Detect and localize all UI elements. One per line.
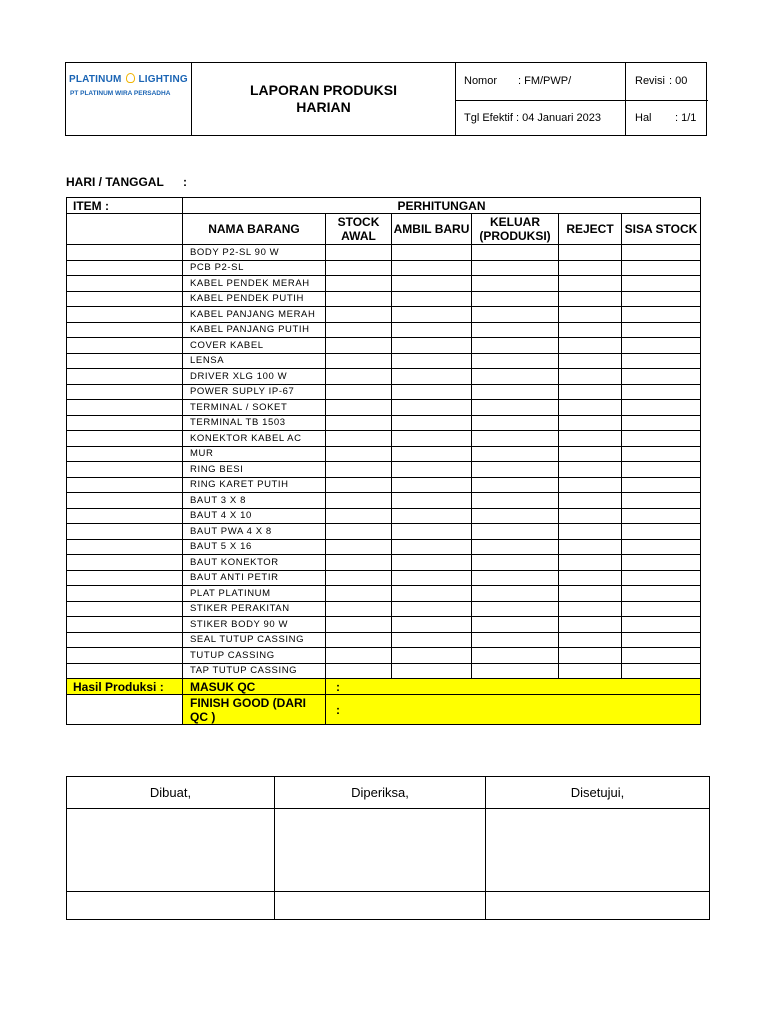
nomor-label: Nomor	[464, 75, 498, 87]
table-row	[67, 524, 701, 540]
sisa-stock-cell[interactable]	[622, 632, 701, 648]
sisa-stock-cell[interactable]	[622, 307, 701, 323]
keluar-cell[interactable]	[472, 400, 559, 416]
dibuat-label: Dibuat,	[67, 777, 275, 809]
signature-table	[66, 776, 710, 920]
keluar-cell[interactable]	[472, 307, 559, 323]
reject-cell[interactable]	[559, 663, 622, 679]
ambil-baru-cell[interactable]	[392, 307, 472, 323]
reject-cell[interactable]	[559, 555, 622, 571]
item-cell[interactable]	[67, 400, 183, 416]
sisa-stock-cell[interactable]	[622, 570, 701, 586]
item-cell[interactable]	[67, 291, 183, 307]
nama-barang-cell: POWER SUPLY IP-67	[183, 384, 326, 400]
table-row	[67, 493, 701, 509]
keluar-cell[interactable]	[472, 539, 559, 555]
item-cell[interactable]	[67, 245, 183, 261]
col-sisa-stock: SISA STOCK	[622, 214, 701, 245]
ambil-baru-cell[interactable]	[392, 415, 472, 431]
table-row	[67, 384, 701, 400]
item-cell[interactable]	[67, 338, 183, 354]
table-row	[67, 338, 701, 354]
dibuat-signature[interactable]	[67, 809, 275, 892]
nama-barang-cell: PLAT PLATINUM	[183, 586, 326, 602]
table-row	[67, 601, 701, 617]
reject-cell[interactable]	[559, 539, 622, 555]
keluar-cell[interactable]	[472, 555, 559, 571]
item-cell[interactable]	[67, 462, 183, 478]
table-row	[67, 570, 701, 586]
nama-barang-cell: LENSA	[183, 353, 326, 369]
stock-awal-cell[interactable]	[326, 539, 392, 555]
reject-cell[interactable]	[559, 632, 622, 648]
keluar-cell[interactable]	[472, 431, 559, 447]
ambil-baru-cell[interactable]	[392, 431, 472, 447]
table-row	[67, 648, 701, 664]
nama-barang-cell: RING BESI	[183, 462, 326, 478]
reject-cell[interactable]	[559, 446, 622, 462]
reject-cell[interactable]	[559, 276, 622, 292]
col-nama-barang: NAMA BARANG	[183, 214, 326, 245]
reject-cell[interactable]	[559, 369, 622, 385]
nama-barang-cell: KABEL PANJANG MERAH	[183, 307, 326, 323]
nama-barang-cell: COVER KABEL	[183, 338, 326, 354]
item-cell[interactable]	[67, 307, 183, 323]
reject-cell[interactable]	[559, 415, 622, 431]
masuk-qc-field[interactable]: :	[326, 679, 701, 695]
keluar-cell[interactable]	[472, 415, 559, 431]
reject-cell[interactable]	[559, 493, 622, 509]
stock-awal-cell[interactable]	[326, 353, 392, 369]
sisa-stock-cell[interactable]	[622, 291, 701, 307]
reject-cell[interactable]	[559, 291, 622, 307]
hasil-produksi-label: Hasil Produksi :	[67, 679, 183, 695]
title-line-2: HARIAN	[296, 99, 351, 115]
sisa-stock-cell[interactable]	[622, 586, 701, 602]
keluar-cell[interactable]	[472, 632, 559, 648]
nama-barang-cell: TERMINAL TB 1503	[183, 415, 326, 431]
keluar-cell[interactable]	[472, 384, 559, 400]
keluar-cell[interactable]	[472, 477, 559, 493]
item-cell[interactable]	[67, 260, 183, 276]
ambil-baru-cell[interactable]	[392, 338, 472, 354]
keluar-cell[interactable]	[472, 369, 559, 385]
stock-awal-cell[interactable]	[326, 369, 392, 385]
reject-cell[interactable]	[559, 648, 622, 664]
keluar-cell[interactable]	[472, 586, 559, 602]
keluar-cell[interactable]	[472, 617, 559, 633]
nama-barang-cell: KABEL PANJANG PUTIH	[183, 322, 326, 338]
item-cell[interactable]	[67, 663, 183, 679]
table-row	[67, 415, 701, 431]
ambil-baru-cell[interactable]	[392, 493, 472, 509]
signature-name-row	[67, 892, 710, 920]
nama-barang-cell: RING KARET PUTIH	[183, 477, 326, 493]
perhitungan-header: PERHITUNGAN	[183, 198, 701, 214]
ambil-baru-cell[interactable]	[392, 508, 472, 524]
diperiksa-name[interactable]	[275, 892, 486, 920]
nama-barang-cell: BAUT ANTI PETIR	[183, 570, 326, 586]
keluar-cell[interactable]	[472, 338, 559, 354]
sisa-stock-cell[interactable]	[622, 617, 701, 633]
keluar-cell[interactable]	[472, 353, 559, 369]
disetujui-name[interactable]	[486, 892, 710, 920]
bulb-icon	[126, 73, 135, 83]
table-row	[67, 353, 701, 369]
item-cell[interactable]	[67, 415, 183, 431]
sisa-stock-cell[interactable]	[622, 431, 701, 447]
diperiksa-label: Diperiksa,	[275, 777, 486, 809]
keluar-cell[interactable]	[472, 245, 559, 261]
hari-tanggal-field[interactable]: :	[183, 175, 187, 189]
item-cell[interactable]	[67, 477, 183, 493]
table-row	[67, 617, 701, 633]
col-stock-awal: STOCK AWAL	[326, 214, 392, 245]
sisa-stock-cell[interactable]	[622, 663, 701, 679]
keluar-cell[interactable]	[472, 462, 559, 478]
keluar-cell[interactable]	[472, 663, 559, 679]
ambil-baru-cell[interactable]	[392, 601, 472, 617]
table-row	[67, 446, 701, 462]
sisa-stock-cell[interactable]	[622, 601, 701, 617]
sisa-stock-cell[interactable]	[622, 539, 701, 555]
table-row	[67, 431, 701, 447]
nama-barang-cell: BAUT PWA 4 X 8	[183, 524, 326, 540]
stock-awal-cell[interactable]	[326, 493, 392, 509]
masuk-qc-row	[67, 679, 701, 695]
table-row	[67, 260, 701, 276]
reject-cell[interactable]	[559, 508, 622, 524]
stock-awal-cell[interactable]	[326, 338, 392, 354]
tgl-efektif: Tgl Efektif : 04 Januari 2023	[464, 112, 601, 124]
reject-cell[interactable]	[559, 338, 622, 354]
keluar-cell[interactable]	[472, 291, 559, 307]
reject-cell[interactable]	[559, 322, 622, 338]
col-keluar-produksi: KELUAR (PRODUKSI)	[472, 214, 559, 245]
item-cell[interactable]	[67, 524, 183, 540]
col-ambil-baru: AMBIL BARU	[392, 214, 472, 245]
doc-meta-2	[626, 63, 708, 135]
sisa-stock-cell[interactable]	[622, 322, 701, 338]
ambil-baru-cell[interactable]	[392, 663, 472, 679]
stock-awal-cell[interactable]	[326, 446, 392, 462]
nama-barang-cell: BAUT 4 X 10	[183, 508, 326, 524]
nama-barang-cell: DRIVER XLG 100 W	[183, 369, 326, 385]
company-logo	[66, 63, 192, 135]
stock-awal-cell[interactable]	[326, 632, 392, 648]
sisa-stock-cell[interactable]	[622, 446, 701, 462]
reject-cell[interactable]	[559, 462, 622, 478]
ambil-baru-cell[interactable]	[392, 369, 472, 385]
item-cell[interactable]	[67, 601, 183, 617]
sisa-stock-cell[interactable]	[622, 260, 701, 276]
table-row	[67, 663, 701, 679]
stock-awal-cell[interactable]	[326, 400, 392, 416]
table-row	[67, 508, 701, 524]
ambil-baru-cell[interactable]	[392, 384, 472, 400]
sisa-stock-cell[interactable]	[622, 369, 701, 385]
ambil-baru-cell[interactable]	[392, 586, 472, 602]
stock-awal-cell[interactable]	[326, 276, 392, 292]
stock-awal-cell[interactable]	[326, 586, 392, 602]
logo-brand-2: LIGHTING	[138, 74, 188, 85]
table-row	[67, 322, 701, 338]
item-cell[interactable]	[67, 570, 183, 586]
stock-awal-cell[interactable]	[326, 477, 392, 493]
keluar-cell[interactable]	[472, 570, 559, 586]
sisa-stock-cell[interactable]	[622, 384, 701, 400]
item-cell[interactable]	[67, 539, 183, 555]
table-row	[67, 586, 701, 602]
revisi-label: Revisi	[635, 75, 665, 87]
reject-cell[interactable]	[559, 617, 622, 633]
table-row	[67, 245, 701, 261]
ambil-baru-cell[interactable]	[392, 245, 472, 261]
stock-awal-cell[interactable]	[326, 617, 392, 633]
sisa-stock-cell[interactable]	[622, 338, 701, 354]
ambil-baru-cell[interactable]	[392, 648, 472, 664]
sisa-stock-cell[interactable]	[622, 508, 701, 524]
sisa-stock-cell[interactable]	[622, 415, 701, 431]
hasil-produksi-empty-cell	[67, 695, 183, 725]
nama-barang-cell: SEAL TUTUP CASSING	[183, 632, 326, 648]
keluar-cell[interactable]	[472, 276, 559, 292]
item-header: ITEM :	[67, 198, 183, 214]
ambil-baru-cell[interactable]	[392, 617, 472, 633]
ambil-baru-cell[interactable]	[392, 539, 472, 555]
ambil-baru-cell[interactable]	[392, 353, 472, 369]
nama-barang-cell: TAP TUTUP CASSING	[183, 663, 326, 679]
sisa-stock-cell[interactable]	[622, 477, 701, 493]
stock-awal-cell[interactable]	[326, 555, 392, 571]
reject-cell[interactable]	[559, 307, 622, 323]
stock-awal-cell[interactable]	[326, 245, 392, 261]
reject-cell[interactable]	[559, 431, 622, 447]
signature-header-row	[67, 777, 710, 809]
item-cell[interactable]	[67, 276, 183, 292]
item-cell[interactable]	[67, 586, 183, 602]
table-row	[67, 369, 701, 385]
table-row	[67, 462, 701, 478]
sisa-stock-cell[interactable]	[622, 648, 701, 664]
stock-awal-cell[interactable]	[326, 648, 392, 664]
item-cell[interactable]	[67, 322, 183, 338]
sisa-stock-cell[interactable]	[622, 245, 701, 261]
keluar-cell[interactable]	[472, 648, 559, 664]
item-cell[interactable]	[67, 508, 183, 524]
revisi-value: : 00	[669, 75, 688, 87]
table-header-row-1	[67, 198, 701, 214]
sisa-stock-cell[interactable]	[622, 276, 701, 292]
reject-cell[interactable]	[559, 353, 622, 369]
nama-barang-cell: BAUT 3 X 8	[183, 493, 326, 509]
stock-awal-cell[interactable]	[326, 384, 392, 400]
reject-cell[interactable]	[559, 245, 622, 261]
ambil-baru-cell[interactable]	[392, 446, 472, 462]
hal-value: : 1/1	[675, 112, 697, 124]
keluar-cell[interactable]	[472, 524, 559, 540]
sisa-stock-cell[interactable]	[622, 555, 701, 571]
item-cell[interactable]	[67, 617, 183, 633]
stock-awal-cell[interactable]	[326, 570, 392, 586]
nama-barang-cell: KONEKTOR KABEL AC	[183, 431, 326, 447]
logo-brand: PLATINUM	[69, 74, 122, 85]
nama-barang-cell: BODY P2-SL 90 W	[183, 245, 326, 261]
reject-cell[interactable]	[559, 586, 622, 602]
col-reject: REJECT	[559, 214, 622, 245]
stock-awal-cell[interactable]	[326, 462, 392, 478]
item-header-cell	[67, 214, 183, 245]
nama-barang-cell: PCB P2-SL	[183, 260, 326, 276]
masuk-qc-label: MASUK QC	[183, 679, 326, 695]
table-row	[67, 477, 701, 493]
table-row	[67, 276, 701, 292]
reject-cell[interactable]	[559, 384, 622, 400]
stock-awal-cell[interactable]	[326, 524, 392, 540]
table-row	[67, 632, 701, 648]
sisa-stock-cell[interactable]	[622, 400, 701, 416]
stock-awal-cell[interactable]	[326, 431, 392, 447]
nama-barang-cell: TUTUP CASSING	[183, 648, 326, 664]
table-row	[67, 291, 701, 307]
keluar-cell[interactable]	[472, 446, 559, 462]
keluar-cell[interactable]	[472, 322, 559, 338]
hal-label: Hal	[635, 112, 652, 124]
table-row	[67, 400, 701, 416]
nomor-value: : FM/PWP/	[518, 75, 572, 87]
sisa-stock-cell[interactable]	[622, 462, 701, 478]
item-cell[interactable]	[67, 648, 183, 664]
keluar-cell[interactable]	[472, 260, 559, 276]
nama-barang-cell: TERMINAL / SOKET	[183, 400, 326, 416]
logo-company-name: PT PLATINUM WIRA PERSADHA	[70, 90, 171, 97]
nama-barang-cell: BAUT 5 X 16	[183, 539, 326, 555]
finish-good-row	[67, 695, 701, 725]
disetujui-label: Disetujui,	[486, 777, 710, 809]
hari-tanggal-label: HARI / TANGGAL	[66, 175, 164, 189]
reject-cell[interactable]	[559, 570, 622, 586]
reject-cell[interactable]	[559, 524, 622, 540]
nama-barang-cell: KABEL PENDEK MERAH	[183, 276, 326, 292]
stock-awal-cell[interactable]	[326, 663, 392, 679]
stock-awal-cell[interactable]	[326, 322, 392, 338]
item-cell[interactable]	[67, 369, 183, 385]
ambil-baru-cell[interactable]	[392, 462, 472, 478]
table-row	[67, 539, 701, 555]
keluar-cell[interactable]	[472, 601, 559, 617]
table-row	[67, 307, 701, 323]
ambil-baru-cell[interactable]	[392, 400, 472, 416]
diperiksa-signature[interactable]	[275, 809, 486, 892]
keluar-cell[interactable]	[472, 508, 559, 524]
item-cell[interactable]	[67, 431, 183, 447]
nama-barang-cell: BAUT KONEKTOR	[183, 555, 326, 571]
dibuat-name[interactable]	[67, 892, 275, 920]
item-cell[interactable]	[67, 384, 183, 400]
stock-awal-cell[interactable]	[326, 307, 392, 323]
nama-barang-cell: STIKER PERAKITAN	[183, 601, 326, 617]
finish-good-label: FINISH GOOD (DARI QC )	[183, 695, 326, 725]
signature-space-row	[67, 809, 710, 892]
finish-good-field[interactable]: :	[326, 695, 701, 725]
ambil-baru-cell[interactable]	[392, 524, 472, 540]
doc-meta	[456, 63, 626, 135]
table-header-row-2	[67, 214, 701, 245]
sisa-stock-cell[interactable]	[622, 493, 701, 509]
item-cell[interactable]	[67, 555, 183, 571]
stock-awal-cell[interactable]	[326, 415, 392, 431]
ambil-baru-cell[interactable]	[392, 276, 472, 292]
document-title	[192, 63, 456, 135]
item-cell[interactable]	[67, 353, 183, 369]
reject-cell[interactable]	[559, 260, 622, 276]
nama-barang-cell: MUR	[183, 446, 326, 462]
ambil-baru-cell[interactable]	[392, 260, 472, 276]
item-cell[interactable]	[67, 493, 183, 509]
stock-awal-cell[interactable]	[326, 291, 392, 307]
title-line-1: LAPORAN PRODUKSI	[249, 82, 397, 98]
item-cell[interactable]	[67, 446, 183, 462]
stock-awal-cell[interactable]	[326, 260, 392, 276]
document-header	[65, 62, 707, 136]
ambil-baru-cell[interactable]	[392, 477, 472, 493]
ambil-baru-cell[interactable]	[392, 632, 472, 648]
table-row	[67, 555, 701, 571]
stock-awal-cell[interactable]	[326, 508, 392, 524]
production-table	[66, 197, 701, 725]
reject-cell[interactable]	[559, 477, 622, 493]
nama-barang-cell: KABEL PENDEK PUTIH	[183, 291, 326, 307]
stock-awal-cell[interactable]	[326, 601, 392, 617]
keluar-cell[interactable]	[472, 493, 559, 509]
disetujui-signature[interactable]	[486, 809, 710, 892]
ambil-baru-cell[interactable]	[392, 291, 472, 307]
ambil-baru-cell[interactable]	[392, 570, 472, 586]
item-cell[interactable]	[67, 632, 183, 648]
ambil-baru-cell[interactable]	[392, 555, 472, 571]
ambil-baru-cell[interactable]	[392, 322, 472, 338]
sisa-stock-cell[interactable]	[622, 524, 701, 540]
nama-barang-cell: STIKER BODY 90 W	[183, 617, 326, 633]
reject-cell[interactable]	[559, 400, 622, 416]
reject-cell[interactable]	[559, 601, 622, 617]
sisa-stock-cell[interactable]	[622, 353, 701, 369]
